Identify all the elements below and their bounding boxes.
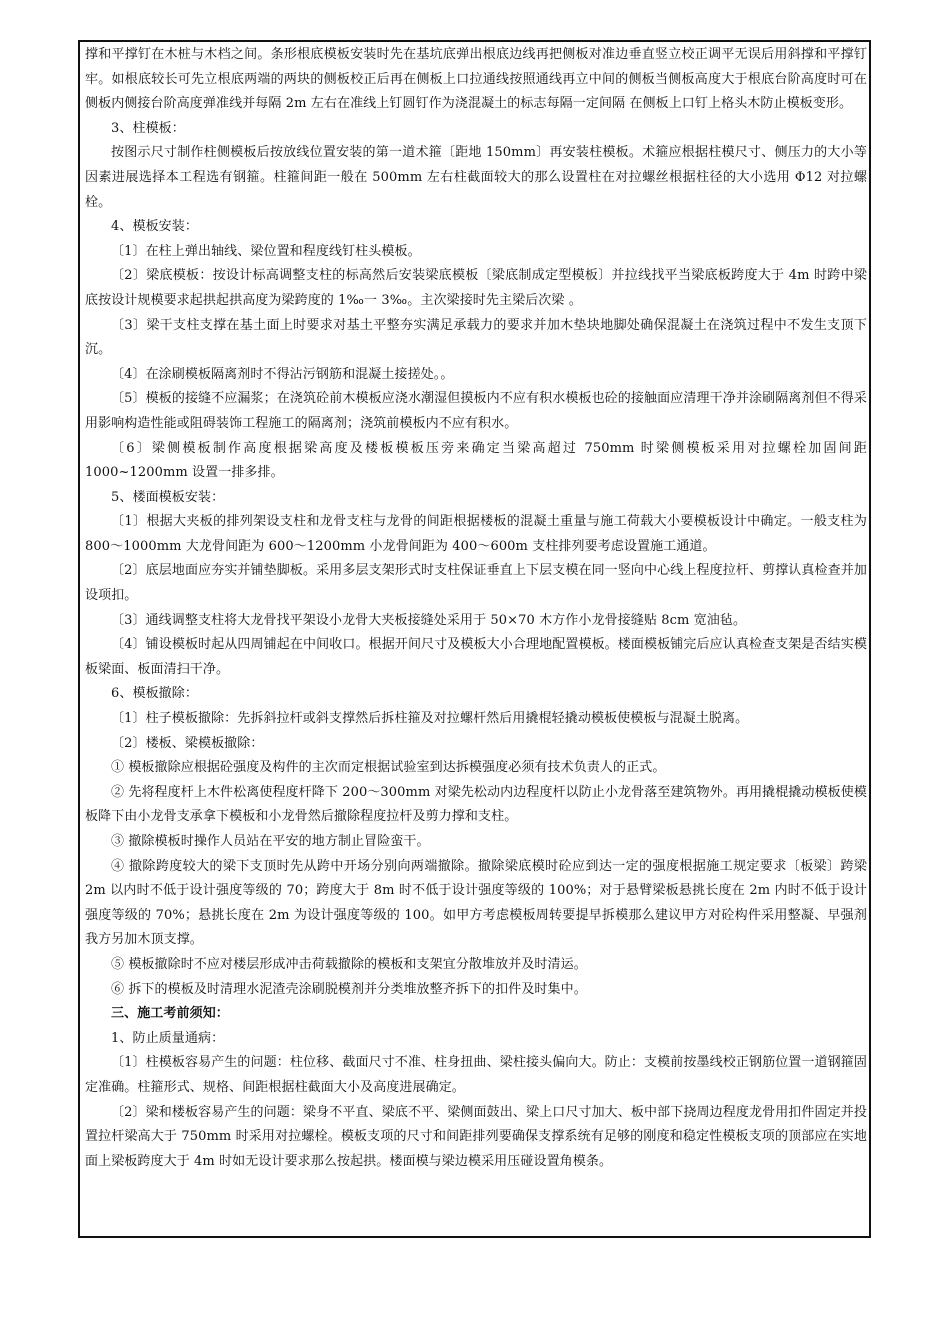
- paragraph: 〔6〕梁侧模板制作高度根据梁高度及楼板模板压旁来确定当梁高超过 750mm 时梁侧模板采用对拉螺栓加固间距1000~1200mm 设置一排多排。: [85, 440, 867, 481]
- paragraph: 〔5〕模板的接缝不应漏浆；在浇筑砼前木模板应浇水潮湿但摸板内不应有积水模板也砼的接触面应清理干净并涂刷隔离剂但不得采用影响构造性能或阻碍装饰工程施工的隔离剂；浇筑前模板内不应有积水。: [85, 391, 867, 431]
- paragraph: ⑤ 模板撤除时不应对楼层形成冲击荷载撤除的模板和支架宜分散堆放并及时清运。: [111, 956, 587, 972]
- paragraph: 3、柱模板：: [111, 120, 185, 136]
- paragraph: 〔4〕铺设模板时起从四周铺起在中间收口。根据开间尺寸及模板大小合理地配置模板。楼面模板铺完后应认真检查支架是否结实模板梁面、板面清扫干净。: [85, 637, 867, 677]
- paragraph: 〔3〕梁干支柱支撑在基土面上时要求对基土平整夯实满足承载力的要求并加木垫块地脚处确保混凝土在浇筑过程中不发生支顶下沉。: [85, 317, 867, 358]
- paragraph: 〔1〕柱模板容易产生的问题：柱位移、截面尺寸不准、柱身扭曲、梁柱接头偏向大。防止：支模前按墨线校正钢筋位置一道钢箍固定准确。柱箍形式、规格、间距根据柱截面大小及高度进展确定。: [85, 1055, 867, 1095]
- paragraph: 按图示尺寸制作柱侧模板后按放线位置安装的第一道术箍〔距地 150mm〕再安装柱模板。术箍应根据柱模尺寸、侧压力的大小等因素进展选择本工程选有钢箍。柱箍间距一般在 500mm 左右柱截面较大的那么设置柱在对拉螺丝根据柱径的大小选用 Φ12 对拉螺栓。: [85, 145, 867, 210]
- paragraph: 〔2〕梁和楼板容易产生的问题：梁身不平直、梁底不平、梁侧面鼓出、梁上口尺寸加大、板中部下挠周边程度龙骨用扣件固定并投置拉杆梁高大于 750mm 时采用对拉螺栓。模板支项的尺寸和间距排列要确保支撑系统有足够的刚度和稳定性模板支项的顶部应在实地面上梁板跨度大于 4m 时如无设计要求那么按起拱。楼面模与梁边模采用压碰设置角模条。: [85, 1104, 867, 1169]
- paragraph: 1、防止质量通病：: [111, 1030, 225, 1046]
- paragraph: 〔1〕柱子模板撤除：先拆斜拉杆或斜支撑然后拆柱箍及对拉螺杆然后用撬棍轻撬动模板使模板与混凝土脱离。: [111, 711, 749, 727]
- document-body: [85, 43, 867, 1174]
- paragraph: 6、模板撤除：: [111, 686, 198, 702]
- paragraph: 4、模板安装：: [111, 219, 198, 235]
- paragraph: ① 模板撤除应根据砼强度及构件的主次而定根据试验室到达拆模强度必须有技术负责人的正式。: [111, 760, 666, 776]
- paragraph: 〔2〕底层地面应夯实并铺垫脚板。采用多层支架形式时支柱保证垂直上下层支模在同一竖向中心线上程度拉杆、剪撑认真检查并加设项扣。: [85, 563, 867, 604]
- paragraph: 〔1〕根据大夹板的排列架设支柱和龙骨支柱与龙骨的间距根据楼板的混凝土重量与施工荷载大小要模板设计中确定。一般支柱为 800～1000mm 大龙骨间距为 600～1200mm 小龙骨间距为 400～600m 支柱排列要考虑设置施工通道。: [85, 514, 867, 554]
- paragraph: 〔1〕在柱上弹出轴线、梁位置和程度线钉柱头模板。: [111, 243, 421, 259]
- paragraph: 〔4〕在涂刷模板隔离剂时不得沾污钢筋和混凝土接搓处。。: [111, 366, 454, 382]
- paragraph: ③ 撤除模板时操作人员站在平安的地方制止冒险蛮干。: [111, 834, 430, 849]
- paragraph: 〔2〕梁底模板：按设计标高调整支柱的标高然后安装梁底模板〔梁底制成定型模板〕并拉线找平当梁底板跨度大于 4m 时跨中梁底按设计规模要求起拱起拱高度为梁跨度的 1‰一 3‰。主次梁接时先主梁后次梁 。: [85, 268, 867, 308]
- paragraph: ⑥ 拆下的模板及时清理水泥渣壳涂刷脱模剂并分类堆放整齐拆下的扣件及时集中。: [111, 981, 587, 997]
- paragraph: 5、楼面模板安装：: [111, 489, 225, 505]
- paragraph: 撑和平撑钉在木桩与木档之间。条形根底模板安装时先在基坑底弹出根底边线再把侧板对准边垂直竖立校正调平无误后用斜撑和平撑钉牢。如根底较长可先立根底两端的两块的侧板校正后再在侧板上口拉通线按照通线再立中间的侧板当侧板高度大于根底台阶高度时可在侧板内侧接台阶高度弹准线并每隔 2m 左右在准线上钉圆钉作为浇混凝土的标志每隔一定间隔 在侧板上口钉上格头木防止模板变形。: [85, 47, 867, 112]
- paragraph: ② 先将程度杆上木件松离使程度杆降下 200～300mm 对梁先松动内边程度杆以防止小龙骨落至建筑物外。再用撬棍撬动模板使模板降下由小龙骨支承拿下模板和小龙骨然后撤除程度拉杆及剪力撑和支柱。: [85, 784, 867, 825]
- paragraph: 〔2〕楼板、梁模板撤除：: [111, 735, 264, 751]
- paragraph: ④ 撤除跨度较大的梁下支顶时先从跨中开场分别向两端撤除。撤除梁底模时砼应到达一定的强度根据施工规定要求〔板梁〕跨梁 2m 以内时不低于设计强度等级的 70；跨度大于 8m 时不低于设计强度等级的 100%；对于悬臂梁板悬挑长度在 2m 内时不低于设计强度等级的 70%；悬挑长度在 2m 为设计强度等级的 100。如甲方考虑模板周转要提早拆模那么建议甲方对砼构件采用整凝、早强剂我方另加木顶支撑。: [85, 858, 867, 948]
- paragraph: 三、施工考前须知：: [111, 1006, 229, 1022]
- paragraph: 〔3〕通线调整支柱将大龙骨找平架设小龙骨大夹板接缝处采用于 50×70 木方作小龙骨接缝贴 8cm 宽油毡。: [111, 612, 747, 628]
